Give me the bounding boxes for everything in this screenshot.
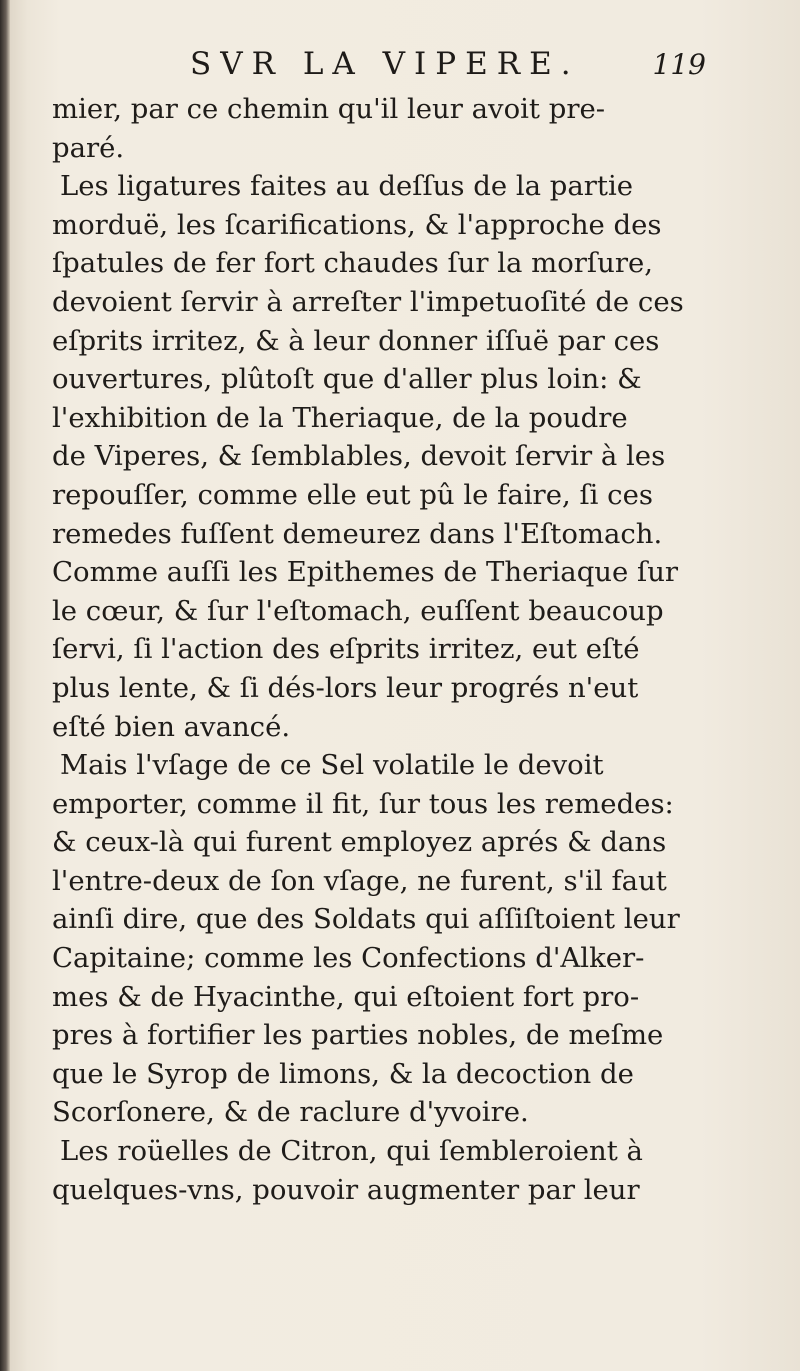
text-line: ſpatules de fer fort chaudes ſur la morſure, [52,247,653,280]
text-line: l'exhibition de la Theriaque, de la poudre [52,401,628,434]
text-line: de Viperes, & ſemblables, devoit ſervir à les [52,440,666,473]
text-line: quelques-vns, pouvoir augmenter par leur [52,1173,640,1206]
text-line: paré. [52,131,125,164]
running-title: SVR LA VIPERE. [190,46,580,82]
text-line: Mais l'vſage de ce Sel volatile le devoit [60,749,604,782]
text-line: repouſſer, comme elle eut pû le faire, ſi ces [52,478,653,511]
text-line: mes & de Hyacinthe, qui eſtoient fort pro- [52,980,640,1013]
book-spine-shadow [0,0,10,1371]
text-line: mier, par ce chemin qu'il leur avoit pre- [52,93,606,125]
page-header [60,42,720,90]
text-line: Les roüelles de Citron, qui ſembleroient à [60,1135,643,1168]
text-line: l'entre-deux de ſon vſage, ne furent, s'il faut [52,864,667,897]
text-line: Les ligatures faites au deſſus de la partie [60,170,634,203]
body-text [52,90,712,1209]
text-line: Comme auſſi les Epithemes de Theriaque ſur [52,556,679,589]
text-line: devoient ſervir à arreſter l'impetuoſité de ces [52,285,684,318]
text-line: & ceux-là qui furent employez aprés & dans [52,826,667,859]
text-line: ouvertures, plûtoſt que d'aller plus loin: & [52,363,642,396]
text-line: le cœur, & ſur l'eſtomach, euſſent beaucoup [52,594,664,627]
text-line: que le Syrop de limons, & la decoction de [52,1057,634,1090]
text-line: pres à fortifier les parties nobles, de meſme [52,1019,664,1052]
text-line: remedes fuſſent demeurez dans l'Eſtomach. [52,517,663,550]
text-line: eſté bien avancé. [52,710,291,743]
text-line: ainſi dire, que des Soldats qui aſſiſtoient leur [52,903,680,936]
text-line: plus lente, & ſi dés-lors leur progrés n'eut [52,671,639,704]
text-line: morduë, les ſcarifications, & l'approche des [52,208,662,241]
text-line: Capitaine; comme les Confections d'Alker- [52,942,645,975]
page-number: 119 [652,48,706,81]
text-line: eſprits irritez, & à leur donner iſſuë par ces [52,324,660,357]
text-line: Scorſonere, & de raclure d'yvoire. [52,1096,529,1129]
text-line: ſervi, ſi l'action des eſprits irritez, eut eſté [52,633,640,666]
text-line: emporter, comme il fit, ſur tous les remedes: [52,787,674,820]
